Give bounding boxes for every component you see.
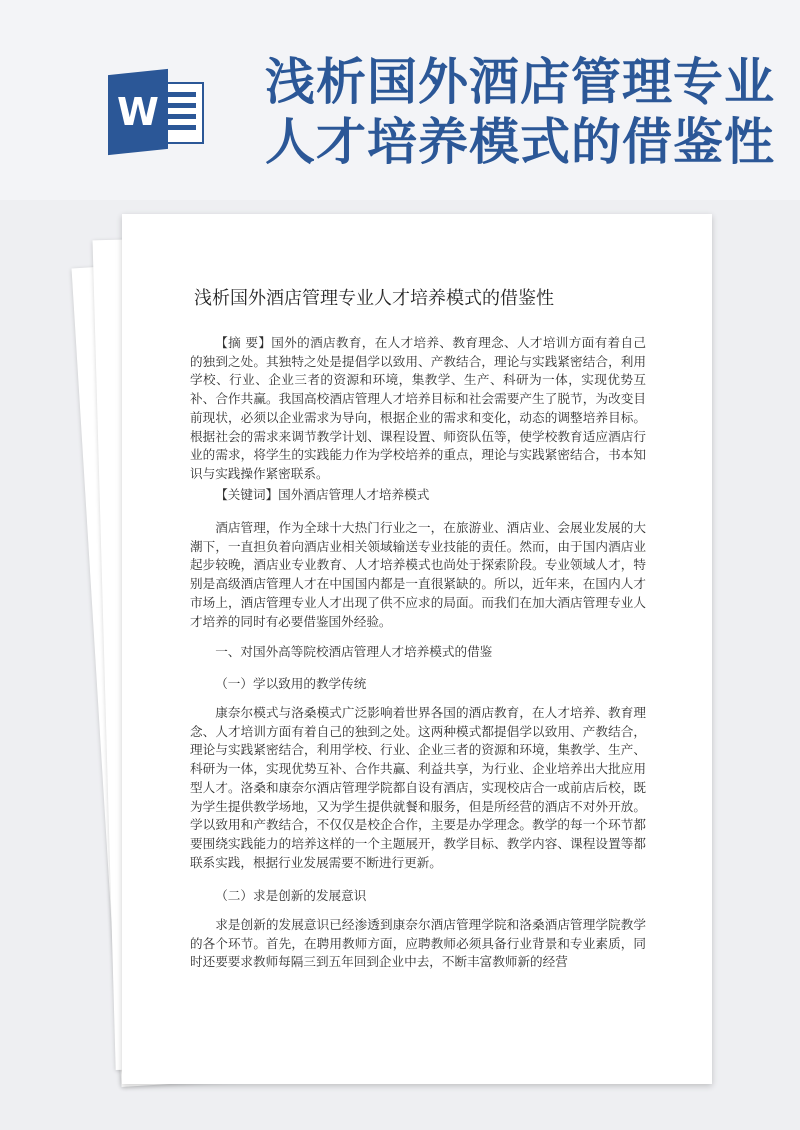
banner-title-line-2: 人才培养模式的借鉴性 [265, 113, 775, 171]
banner-title [265, 52, 785, 172]
word-logo-letter: W [117, 90, 159, 135]
subsection-heading-1: （一）学以致用的教学传统 [215, 676, 367, 691]
abstract-paragraph: 【摘 要】国外的酒店教育，在人才培养、教育理念、人才培训方面有着自己的独到之处。其独特之处是提倡学以致用、产教结合，理论与实践紧密结合，利用学校、行业、企业三者的资源和环境，集教学、生产、科研为一体，实现优势互补、合作共赢。我国高校酒店管理人才培养目标和社会需要产生了脱节，为改变目前现状，必须以企业需求为导向，根据企业的需求和变化，动态的调整培养目标。根据社会的需求来调节教学计划、课程设置、师资队伍等，使学校教育适应酒店行业的需求，将学生的实践能力作为学校培养的重点，理论与实践紧密结合，书本知识与实践操作紧密联系。 [190, 335, 646, 481]
banner-title-line-1: 浅析国外酒店管理专业 [265, 53, 775, 111]
word-logo-tile [108, 69, 168, 155]
section-heading: 一、对国外高等院校酒店管理人才培养模式的借鉴 [215, 644, 493, 659]
document-page [122, 214, 712, 1084]
word-document-icon [108, 62, 208, 158]
header-banner [0, 0, 800, 200]
subsection-heading-2: （二）求是创新的发展意识 [215, 888, 367, 903]
intro-paragraph: 酒店管理，作为全球十大热门行业之一，在旅游业、酒店业、会展业发展的大潮下，一直担负着向酒店业相关领域输送专业技能的责任。然而，由于国内酒店业起步较晚，酒店业专业教育、人才培养模式也尚处于探索阶段。专业领域人才，特别是高级酒店管理人才在中国国内都是一直很紧缺的。所以，近年来，在国内人才市场上，酒店管理专业人才出现了供不应求的局面。而我们在加大酒店管理专业人才培养的同时有必要借鉴国外经验。 [190, 520, 646, 629]
keywords-line: 【关键词】国外酒店管理人才培养模式 [215, 487, 430, 502]
document-title: 浅析国外酒店管理专业人才培养模式的借鉴性 [194, 288, 554, 309]
subsection-2-paragraph: 求是创新的发展意识已经渗透到康奈尔酒店管理学院和洛桑酒店管理学院教学的各个环节。首先，在聘用教师方面，应聘教师必须具备行业背景和专业素质，同时还要要求教师每隔三到五年回到企业中去，不断丰富教师新的经营 [190, 917, 646, 970]
subsection-1-paragraph: 康奈尔模式与洛桑模式广泛影响着世界各国的酒店教育，在人才培养、教育理念、人才培训方面有着自己的独到之处。这两种模式都提倡学以致用、产教结合，理论与实践紧密结合，利用学校、行业、企业三者的资源和环境，集教学、生产、科研为一体，实现优势互补、合作共赢、利益共享，为行业、企业培养出大批应用型人才。洛桑和康奈尔酒店管理学院都自设有酒店，实现校店合一或前店后校，既为学生提供教学场地，又为学生提供就餐和服务，但是所经营的酒店不对外开放。学以致用和产教结合，不仅仅是校企合作，主要是办学理念。教学的每一个环节都要围绕实践能力的培养这样的一个主题展开，教学目标、教学内容、课程设置等都联系实践，根据行业发展需要不断进行更新。 [190, 705, 646, 870]
